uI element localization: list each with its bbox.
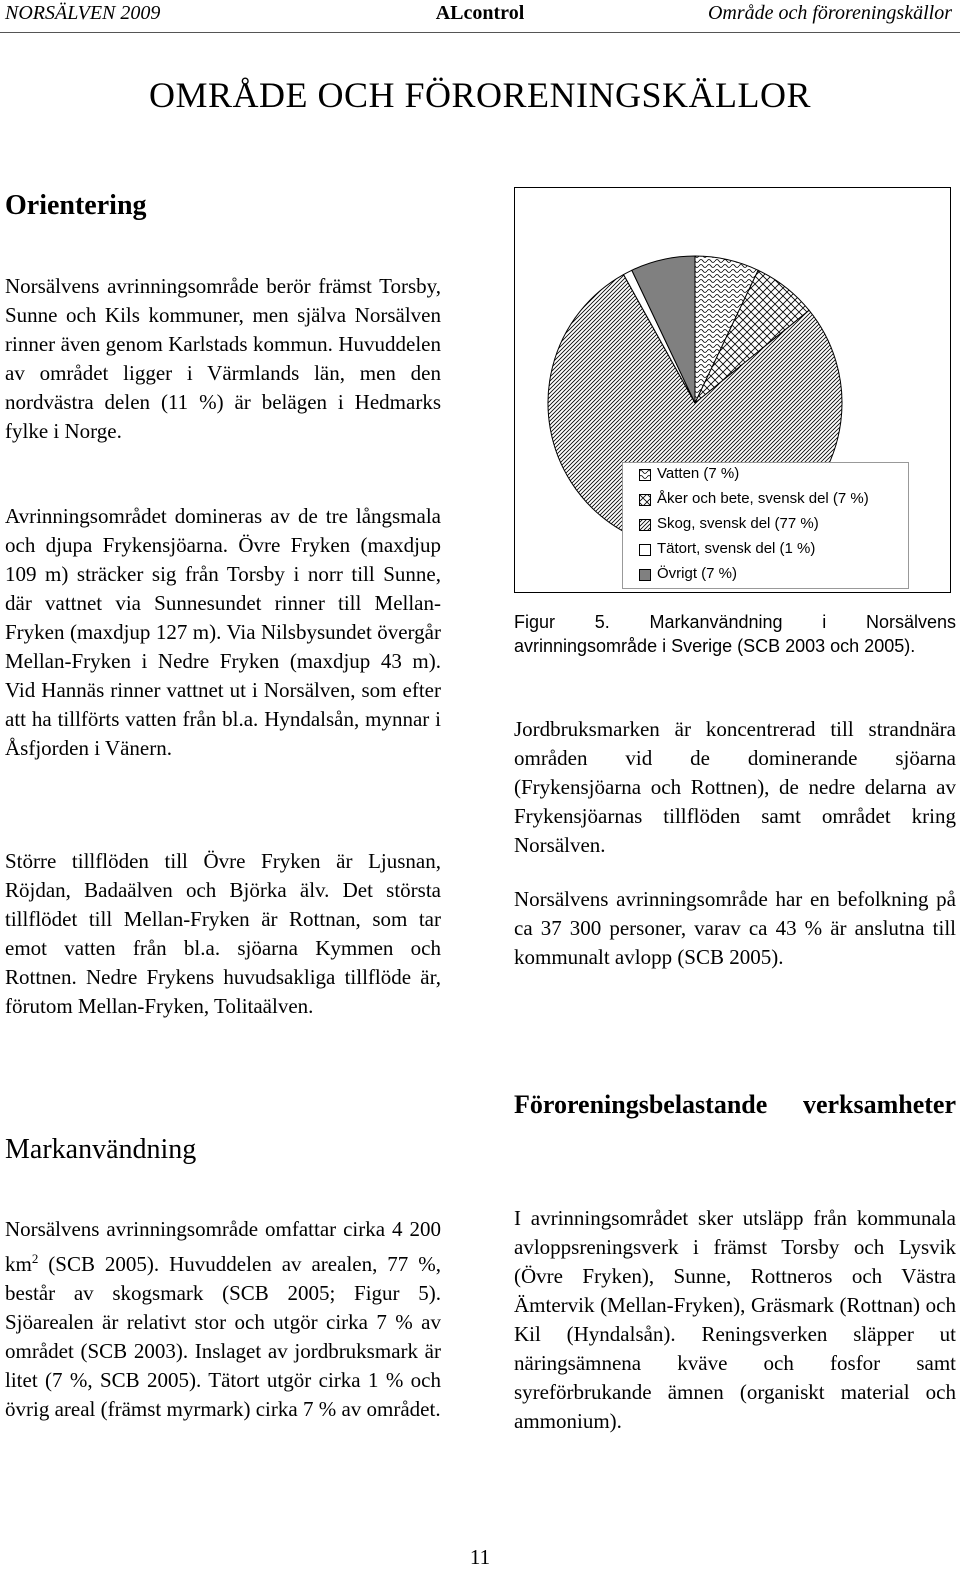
legend-swatch-crosshatch-icon [639, 494, 651, 506]
running-header [0, 0, 960, 33]
orientering-paragraph-2: Avrinningsområdet domineras av de tre långsmala och djupa Frykensjöarna. Övre Fryken (maxdjup 109 m) sträcker sig från Torsby i norr till Sunne, där vattnet via Sunnesundet rinner till Mellan-Fryken (maxdjup 127 m). Via Nilsbysundet övergår Mellan-Fryken i Nedre Fryken (maxdjup 43 m). Vid Hannäs rinner vattnet ut i Norsälven, som efter att ha tillförts vatten från bl.a. Hyndalsån, mynnar i Åsfjorden i Vänern. [5, 504, 441, 760]
orientering-paragraph-3: Större tillflöden till Övre Fryken är Ljusnan, Röjdan, Badaälven och Björka älv. Det största tillflödet till Mellan-Fryken är Rottnan, som tar emot vatten från bl.a. sjöarna Kymmen och Rottnen. Nedre Frykens huvudsakliga tillflöde är, förutom Mellan-Fryken, Tolitaälven. [5, 849, 441, 1018]
chart-legend [622, 462, 909, 589]
heading-markanvandning: Markanvändning [5, 1134, 197, 1165]
legend-label: Åker och bete, svensk del (7 %) [657, 490, 869, 507]
header-left: NORSÄLVEN 2009 [5, 2, 161, 24]
heading-orientering: Orientering [5, 190, 147, 221]
heading-fororeningsbelastande [514, 1088, 956, 1121]
right-paragraph-1: Jordbruksmarken är koncentrerad till strandnära områden vid de dominerande sjöarna (Frykensjöarna och Rottnen), de nedre delarna av Frykensjöarnas tillflöden samt området kring Norsälven. [514, 717, 956, 857]
legend-swatch-gray-icon [639, 569, 651, 581]
header-center: ALcontrol [435, 2, 525, 24]
legend-swatch-blank-icon [639, 544, 651, 556]
legend-label: Skog, svensk del (77 %) [657, 515, 819, 532]
heading-fororening-text: Föroreningsbelastande verksamheter [514, 1090, 956, 1119]
legend-label: Vatten (7 %) [657, 465, 740, 482]
superscript-2: 2 [31, 1251, 39, 1266]
markanvandning-text-a: Norsälvens avrinningsområde omfattar cirka 4 200 km [5, 1217, 441, 1276]
page-title: OMRÅDE OCH FÖRORENINGSKÄLLOR [148, 75, 812, 115]
right-paragraph-2: Norsälvens avrinningsområde har en befolkning på ca 37 300 personer, varav ca 43 % är anslutna till kommunalt avlopp (SCB 2005). [514, 887, 956, 969]
legend-swatch-wave-icon [639, 469, 651, 481]
legend-label: Övrigt (7 %) [657, 565, 738, 582]
figure-caption: Figur 5. Markanvändning i Norsälvens avrinningsområde i Sverige (SCB 2003 och 2005). [514, 612, 956, 656]
orientering-paragraph-1: Norsälvens avrinningsområde berör främst Torsby, Sunne och Kils kommuner, men själva Norsälven rinner även genom Karlstads kommun. Huvuddelen av området ligger i Värmlands län, men den nordvästra delen (11 %) är belägen i Hedmarks fylke i Norge. [5, 274, 441, 443]
page-number: 11 [469, 1545, 491, 1569]
legend-swatch-diagonal-icon [639, 519, 651, 531]
markanvandning-text-b: (SCB 2005). Huvuddelen av arealen, 77 %, består av skogsmark (SCB 2005; Figur 5). Sjöarealen är relativt stor och utgör cirka 7 % av området (SCB 2003). Inslaget av jordbruksmark är litet (7 %, SCB 2005). Tätort utgör cirka 1 % och övrig areal (främst myrmark) cirka 7 % av området. [5, 1252, 441, 1421]
fororening-paragraph: I avrinningsområdet sker utsläpp från kommunala avloppsreningsverk i främst Torsby och Lysvik (Övre Fryken), Sunne, Rottneros och Västra Ämtervik (Mellan-Fryken), Gräsmark (Rottnan) och Kil (Hyndalsån). Reningsverken släpper ut näringsämnena kväve och fosfor samt syreförbrukande ämnen (organiskt material och ammonium). [514, 1206, 956, 1433]
legend-label: Tätort, svensk del (1 %) [657, 540, 816, 557]
markanvandning-paragraph [5, 1215, 441, 1424]
header-right: Område och föroreningskällor [707, 2, 952, 24]
